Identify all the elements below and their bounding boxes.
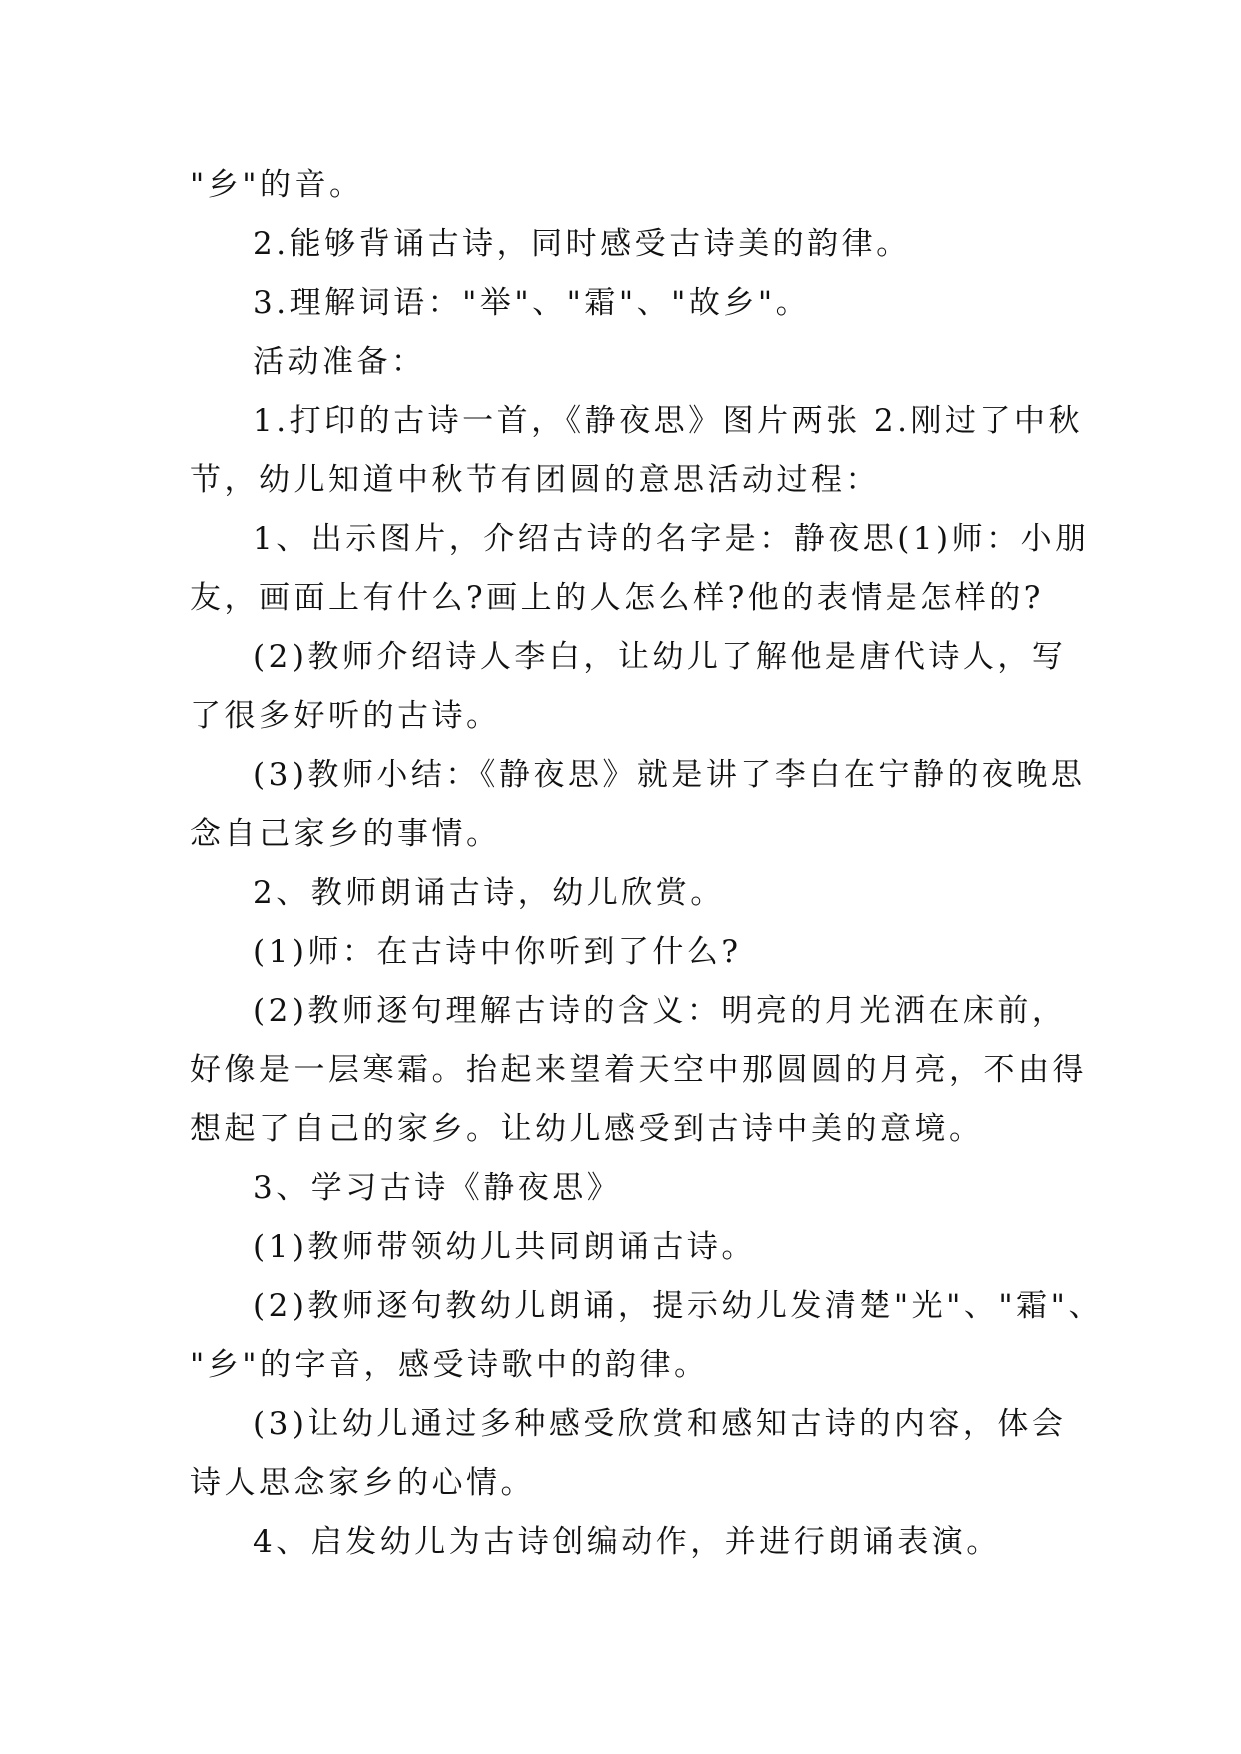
text-line: 友，画面上有什么?画上的人怎么样?他的表情是怎样的? [190,580,1044,616]
text-line: 4、启发幼儿为古诗创编动作，并进行朗诵表演。 [253,1524,1001,1560]
text-line: (3)让幼儿通过多种感受欣赏和感知古诗的内容，体会 [253,1406,1067,1442]
text-line: 1.打印的古诗一首，《静夜思》图片两张 2.刚过了中秋 [253,403,1084,439]
text-line: (3)教师小结：《静夜思》就是讲了李白在宁静的夜晚思 [253,757,1086,793]
text-line: 了很多好听的古诗。 [190,698,501,734]
text-line: 3.理解词语："举"、"霜"、"故乡"。 [253,285,811,321]
text-line: (2)教师逐句理解古诗的含义：明亮的月光洒在床前， [253,993,1067,1029]
text-line: 3、学习古诗《静夜思》 [253,1170,622,1206]
text-line: (2)教师逐句教幼儿朗诵，提示幼儿发清楚"光"、"霜"、 [253,1288,1103,1324]
text-line: 好像是一层寒霜。抬起来望着天空中那圆圆的月亮，不由得 [190,1052,1087,1088]
text-line: 想起了自己的家乡。让幼儿感受到古诗中美的意境。 [190,1111,984,1147]
document-body [190,156,1103,1572]
text-line: "乡"的字音，感受诗歌中的韵律。 [190,1347,709,1383]
text-line: 2.能够背诵古诗，同时感受古诗美的韵律。 [253,226,911,262]
text-line: "乡"的音。 [190,167,364,203]
text-line: 1、出示图片，介绍古诗的名字是：静夜思(1)师：小朋 [253,521,1090,557]
text-line: 诗人思念家乡的心情。 [190,1465,535,1501]
text-line: (1)师：在古诗中你听到了什么? [253,934,742,970]
section-heading: 活动准备： [253,344,426,380]
text-line: 2、教师朗诵古诗，幼儿欣赏。 [253,875,725,911]
text-line: 念自己家乡的事情。 [190,816,501,852]
text-line: (1)教师带领幼儿共同朗诵古诗。 [253,1229,756,1265]
text-line: 节，幼儿知道中秋节有团圆的意思活动过程： [190,462,880,498]
text-line: (2)教师介绍诗人李白，让幼儿了解他是唐代诗人，写 [253,639,1067,675]
